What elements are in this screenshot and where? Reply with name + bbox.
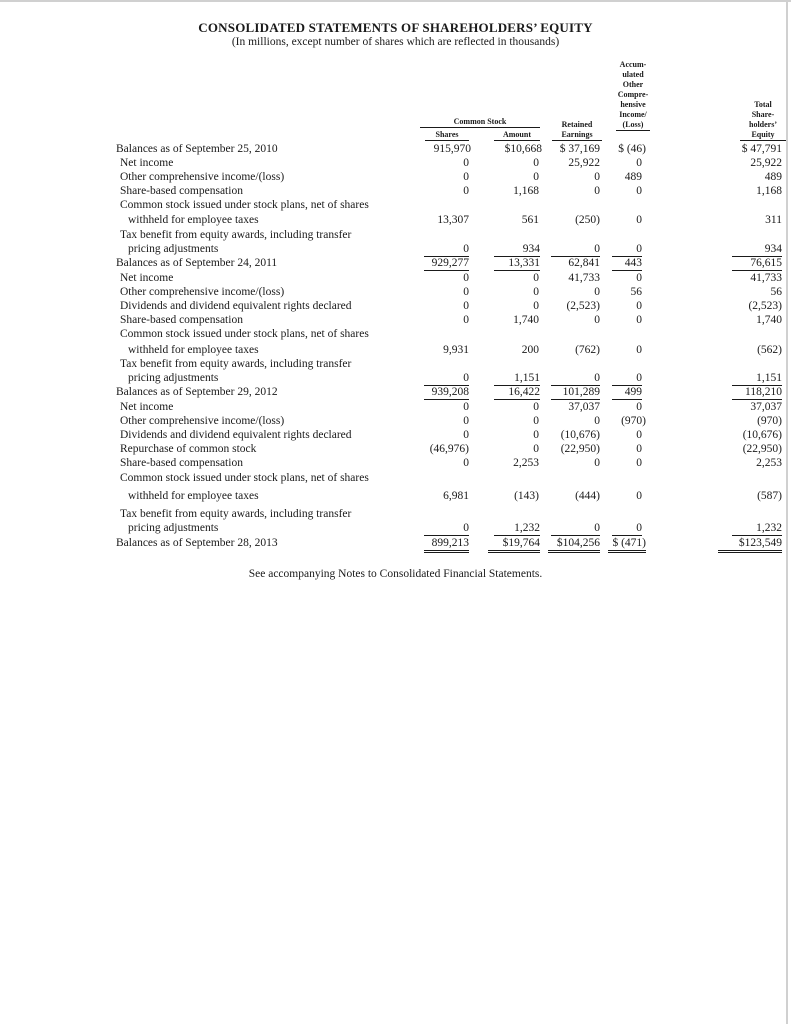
cell-retained: 0	[551, 522, 600, 536]
cell-amount: 0	[533, 443, 539, 455]
cell-shares: 0	[463, 415, 469, 427]
cell-shares: 929,277	[424, 257, 469, 271]
cell-total: 934	[732, 243, 782, 257]
table-row	[0, 401, 791, 414]
cell-amount: 0	[533, 157, 539, 169]
cell-shares: 0	[424, 522, 469, 536]
cell-aoci: 0	[636, 457, 642, 469]
header-retained-1: Retained	[561, 120, 593, 129]
table-row	[0, 143, 791, 156]
row-label: Share-based compensation	[120, 185, 243, 197]
cell-total: 37,037	[750, 401, 782, 413]
cell-shares: 9,931	[443, 344, 469, 356]
cell-shares: 915,970	[433, 143, 471, 155]
cell-retained: 0	[594, 185, 600, 197]
cell-total: (2,523)	[748, 300, 782, 312]
cell-aoci: 0	[612, 522, 642, 536]
cell-total: 118,210	[732, 386, 782, 400]
cell-amount: 934	[494, 243, 540, 257]
cell-aoci: 0	[636, 272, 642, 284]
row-label: Net income	[120, 157, 174, 169]
row-label: Balances as of September 25, 2010	[116, 143, 278, 155]
cell-amount: 2,253	[513, 457, 539, 469]
header-aoci-7: (Loss)	[616, 120, 650, 131]
table-row	[0, 229, 791, 242]
cell-total: (970)	[757, 415, 782, 427]
cell-shares: 0	[463, 272, 469, 284]
cell-total: 1,740	[756, 314, 782, 326]
cell-retained: 25,922	[568, 157, 600, 169]
cell-amount: 1,232	[494, 522, 540, 536]
cell-amount: $10,668	[504, 143, 542, 155]
cell-retained: 101,289	[551, 386, 600, 400]
cell-shares: 0	[463, 314, 469, 326]
cell-amount: 0	[533, 286, 539, 298]
cell-shares: 0	[463, 185, 469, 197]
cell-aoci: (970)	[621, 415, 646, 427]
cell-aoci: 0	[636, 429, 642, 441]
table-row	[0, 314, 791, 327]
cell-retained: (762)	[575, 344, 600, 356]
table-row	[0, 537, 791, 550]
cell-total: $ 47,791	[741, 143, 782, 155]
statement-footer-note: See accompanying Notes to Consolidated Financial Statements.	[248, 568, 543, 580]
table-row	[0, 286, 791, 299]
cell-retained: $104,256	[548, 537, 600, 553]
cell-retained: (444)	[575, 490, 600, 502]
table-row	[0, 328, 791, 341]
cell-aoci: 0	[636, 157, 642, 169]
table-row	[0, 415, 791, 428]
cell-total: 1,232	[732, 522, 782, 536]
cell-shares: 0	[463, 429, 469, 441]
cell-aoci: $ (46)	[618, 143, 646, 155]
row-label: Net income	[120, 401, 174, 413]
cell-retained: 0	[551, 372, 600, 386]
table-row	[0, 300, 791, 313]
cell-total: 56	[770, 286, 782, 298]
cell-total: 1,168	[756, 185, 782, 197]
cell-retained: 41,733	[568, 272, 600, 284]
cell-shares: 0	[463, 286, 469, 298]
cell-amount: 0	[533, 415, 539, 427]
cell-aoci: 489	[624, 171, 642, 183]
cell-retained: 0	[594, 171, 600, 183]
cell-shares: 6,981	[443, 490, 469, 502]
cell-aoci: 0	[636, 300, 642, 312]
row-label: pricing adjustments	[128, 522, 219, 534]
header-aoci-4: Compre-	[617, 90, 649, 99]
cell-shares: 0	[463, 300, 469, 312]
table-row	[0, 272, 791, 285]
row-label: Repurchase of common stock	[120, 443, 257, 455]
cell-total: (562)	[757, 344, 782, 356]
cell-amount: 1,151	[494, 372, 540, 386]
table-row	[0, 490, 791, 503]
row-label: Tax benefit from equity awards, including transfer	[120, 508, 352, 520]
cell-shares: 0	[424, 243, 469, 257]
cell-amount: 0	[533, 300, 539, 312]
table-row	[0, 457, 791, 470]
row-label: pricing adjustments	[128, 243, 219, 255]
cell-shares: 0	[463, 157, 469, 169]
row-label: Balances as of September 28, 2013	[116, 537, 278, 549]
row-label: Balances as of September 24, 2011	[116, 257, 278, 269]
cell-total: 76,615	[732, 257, 782, 271]
cell-total: 25,922	[750, 157, 782, 169]
cell-aoci: 0	[636, 314, 642, 326]
cell-shares: 0	[463, 457, 469, 469]
cell-retained: 0	[594, 314, 600, 326]
row-label: Other comprehensive income/(loss)	[120, 415, 285, 427]
cell-retained: $ 37,169	[559, 143, 600, 155]
cell-retained: 37,037	[568, 401, 600, 413]
cell-aoci: 0	[636, 443, 642, 455]
cell-amount: 200	[521, 344, 539, 356]
cell-retained: (10,676)	[560, 429, 600, 441]
row-label: Common stock issued under stock plans, net of shares	[120, 472, 369, 484]
table-row	[0, 185, 791, 198]
cell-aoci: 0	[636, 344, 642, 356]
header-amount: Amount	[494, 130, 540, 141]
cell-amount: 1,168	[513, 185, 539, 197]
table-row	[0, 257, 791, 270]
statement-subtitle: (In millions, except number of shares which are reflected in thousands)	[231, 36, 560, 48]
table-row	[0, 508, 791, 521]
cell-aoci: 0	[612, 372, 642, 386]
header-aoci-6: Income/	[619, 110, 647, 119]
cell-amount: $19,764	[488, 537, 540, 553]
table-row	[0, 157, 791, 170]
table-row	[0, 358, 791, 371]
row-label: Share-based compensation	[120, 314, 243, 326]
cell-retained: (22,950)	[560, 443, 600, 455]
row-label: pricing adjustments	[128, 372, 219, 384]
header-total-1: Total	[754, 100, 772, 109]
cell-retained: 0	[594, 415, 600, 427]
header-aoci-3: Other	[622, 80, 644, 89]
header-aoci-1: Accum-	[619, 60, 647, 69]
table-row	[0, 429, 791, 442]
header-aoci-5: hensive	[620, 100, 646, 109]
header-total-4: Equity	[740, 130, 786, 141]
cell-total: 489	[764, 171, 782, 183]
row-label: Balances as of September 29, 2012	[116, 386, 278, 398]
cell-aoci: 499	[612, 386, 642, 400]
cell-total: 311	[765, 214, 782, 226]
cell-total: (22,950)	[742, 443, 782, 455]
header-total-2: Share-	[751, 110, 775, 119]
cell-retained: (2,523)	[566, 300, 600, 312]
cell-aoci: $ (471)	[608, 537, 646, 553]
cell-total: 2,253	[756, 457, 782, 469]
row-label: Common stock issued under stock plans, net of shares	[120, 199, 369, 211]
table-row	[0, 443, 791, 456]
table-row	[0, 522, 791, 535]
cell-shares: 0	[463, 171, 469, 183]
row-label: withheld for employee taxes	[128, 344, 259, 356]
cell-aoci: 0	[636, 214, 642, 226]
table-row	[0, 214, 791, 227]
cell-amount: 0	[533, 272, 539, 284]
cell-aoci: 0	[636, 401, 642, 413]
table-row	[0, 344, 791, 357]
cell-retained: 0	[594, 457, 600, 469]
header-total-3: holders’	[749, 120, 777, 129]
row-label: Dividends and dividend equivalent rights declared	[120, 300, 352, 312]
cell-aoci: 0	[612, 243, 642, 257]
table-row	[0, 171, 791, 184]
row-label: Net income	[120, 272, 174, 284]
cell-shares: 0	[463, 401, 469, 413]
cell-shares: 13,307	[437, 214, 469, 226]
cell-retained: (250)	[575, 214, 600, 226]
table-row	[0, 472, 791, 485]
cell-shares: 0	[424, 372, 469, 386]
row-label: withheld for employee taxes	[128, 490, 259, 502]
statement-title: CONSOLIDATED STATEMENTS OF SHAREHOLDERS’ EQUITY	[198, 20, 593, 35]
cell-shares: (46,976)	[429, 443, 469, 455]
cell-amount: 0	[533, 171, 539, 183]
row-label: Tax benefit from equity awards, including transfer	[120, 358, 352, 370]
row-label: Common stock issued under stock plans, net of shares	[120, 328, 369, 340]
row-label: Other comprehensive income/(loss)	[120, 286, 285, 298]
header-retained-2: Earnings	[552, 130, 602, 141]
cell-amount: 0	[533, 429, 539, 441]
cell-total: 41,733	[750, 272, 782, 284]
header-common-stock: Common Stock	[420, 117, 540, 128]
header-shares: Shares	[425, 130, 469, 141]
cell-retained: 0	[551, 243, 600, 257]
cell-total: (587)	[757, 490, 782, 502]
table-row	[0, 199, 791, 212]
row-label: Other comprehensive income/(loss)	[120, 171, 285, 183]
cell-amount: (143)	[514, 490, 539, 502]
header-aoci-2: ulated	[622, 70, 644, 79]
cell-amount: 16,422	[494, 386, 540, 400]
cell-retained: 62,841	[568, 257, 600, 269]
row-label: withheld for employee taxes	[128, 214, 259, 226]
cell-aoci: 56	[630, 286, 642, 298]
cell-amount: 0	[533, 401, 539, 413]
cell-aoci: 0	[636, 185, 642, 197]
cell-aoci: 0	[636, 490, 642, 502]
cell-amount: 1,740	[513, 314, 539, 326]
table-row	[0, 386, 791, 399]
row-label: Tax benefit from equity awards, including transfer	[120, 229, 352, 241]
table-row	[0, 243, 791, 256]
row-label: Dividends and dividend equivalent rights declared	[120, 429, 352, 441]
cell-amount: 561	[521, 214, 539, 226]
cell-total: 1,151	[732, 372, 782, 386]
cell-shares: 939,208	[424, 386, 469, 400]
cell-total: (10,676)	[742, 429, 782, 441]
cell-retained: 0	[594, 286, 600, 298]
scan-edge-top	[0, 0, 791, 2]
cell-shares: 899,213	[424, 537, 469, 553]
cell-total: $123,549	[718, 537, 782, 553]
row-label: Share-based compensation	[120, 457, 243, 469]
table-row	[0, 372, 791, 385]
cell-amount: 13,331	[494, 257, 540, 271]
cell-aoci: 443	[612, 257, 642, 271]
